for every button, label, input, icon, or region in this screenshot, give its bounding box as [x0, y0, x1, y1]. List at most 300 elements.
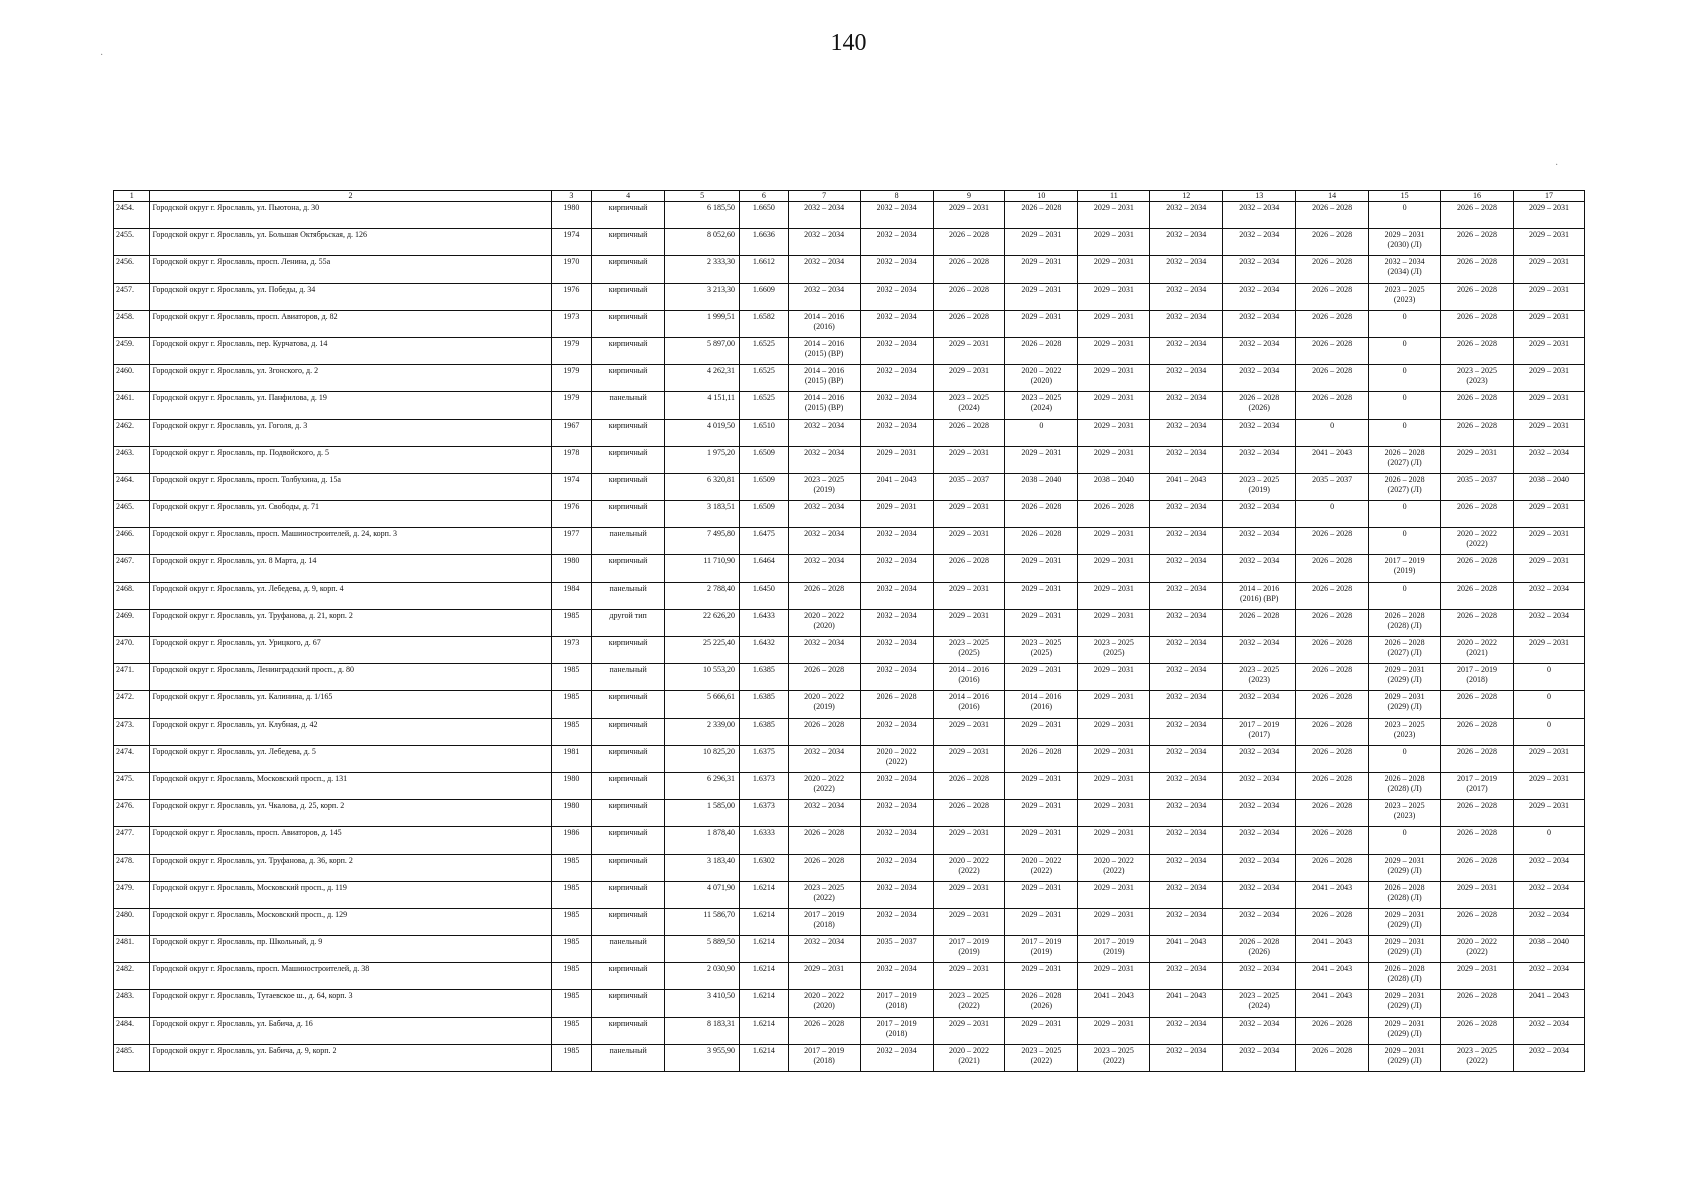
schedule-period-cell: 2032 – 2034: [1150, 392, 1223, 419]
coefficient-cell: 1.6525: [740, 337, 789, 364]
schedule-period-cell: 2026 – 2028: [1441, 501, 1514, 528]
coefficient-cell: 1.6450: [740, 582, 789, 609]
schedule-period-cell: 2038 – 2040: [1513, 473, 1584, 500]
row-number-cell: 2483.: [114, 990, 150, 1017]
schedule-period-cell: 2026 – 2028: [1296, 528, 1369, 555]
table-row: [114, 664, 1585, 691]
table-row: [114, 1044, 1585, 1071]
coefficient-cell: 1.6475: [740, 528, 789, 555]
cell-line: 2029 – 2031: [1384, 230, 1425, 240]
schedule-period-cell: 0: [1369, 827, 1441, 854]
coefficient-cell: 1.6214: [740, 881, 789, 908]
schedule-period-cell: 2029 – 2031: [1078, 229, 1150, 256]
cell-line: (2015) (ВР): [804, 376, 844, 386]
schedule-period-cell: [788, 392, 860, 419]
year-cell: 1985: [551, 1017, 592, 1044]
year-cell: 1985: [551, 691, 592, 718]
coefficient-cell: 1.6509: [740, 501, 789, 528]
coefficient-cell: 1.6214: [740, 990, 789, 1017]
schedule-period-cell: 2029 – 2031: [1005, 256, 1078, 283]
schedule-period-cell: [1369, 256, 1441, 283]
schedule-period-cell: 2029 – 2031: [1078, 528, 1150, 555]
area-cell: 3 183,51: [665, 501, 740, 528]
schedule-period-cell: 2026 – 2028: [1441, 202, 1514, 229]
schedule-period-cell: [1441, 664, 1514, 691]
schedule-period-cell: [1369, 664, 1441, 691]
schedule-period-cell: 2029 – 2031: [1513, 528, 1584, 555]
wall-material-cell: кирпичный: [592, 718, 665, 745]
schedule-period-cell: 2026 – 2028: [933, 772, 1005, 799]
schedule-period-cell: 2029 – 2031: [1078, 908, 1150, 935]
schedule-period-cell: 2029 – 2031: [1005, 908, 1078, 935]
cell-line: (2016): [958, 675, 980, 685]
address-cell: Городской округ г. Ярославль, просп. Авиаторов, д. 82: [150, 310, 551, 337]
cell-line: (2022): [1103, 865, 1125, 875]
cell-line: 2017 – 2019: [1457, 665, 1498, 675]
schedule-period-cell: 2032 – 2034: [1150, 664, 1223, 691]
wall-material-cell: кирпичный: [592, 637, 665, 664]
schedule-period-cell: 2026 – 2028: [1296, 555, 1369, 582]
address-cell: Городской округ г. Ярославль, Московский просп., д. 129: [150, 908, 551, 935]
schedule-period-cell: 2032 – 2034: [860, 337, 933, 364]
row-number-cell: 2480.: [114, 908, 150, 935]
address-cell: Городской округ г. Ярославль, ул. Калинина, д. 1/165: [150, 691, 551, 718]
cell-line: 2014 – 2016: [804, 338, 845, 348]
year-cell: 1980: [551, 202, 592, 229]
column-number-header: 9: [933, 191, 1005, 202]
coefficient-cell: 1.6214: [740, 963, 789, 990]
schedule-period-cell: [1441, 365, 1514, 392]
schedule-period-cell: 0: [1005, 419, 1078, 446]
address-cell: Городской округ г. Ярославль, ул. Победы, д. 34: [150, 283, 551, 310]
schedule-period-cell: 2032 – 2034: [1150, 528, 1223, 555]
wall-material-cell: кирпичный: [592, 310, 665, 337]
schedule-period-cell: 0: [1369, 501, 1441, 528]
schedule-period-cell: 2029 – 2031: [1513, 772, 1584, 799]
cell-line: (2019): [958, 947, 980, 957]
schedule-period-cell: 2029 – 2031: [933, 881, 1005, 908]
schedule-period-cell: [788, 609, 860, 636]
year-cell: 1980: [551, 555, 592, 582]
address-cell: Городской округ г. Ярославль, Московский просп., д. 131: [150, 772, 551, 799]
cell-line: (2024): [1248, 1001, 1270, 1011]
cell-line: 2023 – 2025: [1093, 1045, 1134, 1055]
cell-line: 2020 – 2022: [804, 991, 845, 1001]
wall-material-cell: панельный: [592, 1044, 665, 1071]
year-cell: 1976: [551, 283, 592, 310]
area-cell: 10 553,20: [665, 664, 740, 691]
row-number-cell: 2475.: [114, 772, 150, 799]
table-row: [114, 555, 1585, 582]
schedule-period-cell: 2029 – 2031: [860, 446, 933, 473]
schedule-period-cell: 2032 – 2034: [1223, 337, 1296, 364]
schedule-period-cell: 2041 – 2043: [1078, 990, 1150, 1017]
cell-line: (2023): [1466, 376, 1488, 386]
schedule-period-cell: 2032 – 2034: [788, 936, 860, 963]
cell-line: (2018): [813, 919, 835, 929]
area-cell: 11 586,70: [665, 908, 740, 935]
cell-line: (2028) (Л): [1387, 974, 1422, 984]
row-number-cell: 2481.: [114, 936, 150, 963]
column-number-header: 2: [150, 191, 551, 202]
cell-line: 2029 – 2031: [1384, 937, 1425, 947]
schedule-period-cell: 2032 – 2034: [1223, 229, 1296, 256]
row-number-cell: 2479.: [114, 881, 150, 908]
schedule-period-cell: 2032 – 2034: [860, 310, 933, 337]
schedule-period-cell: 2032 – 2034: [1150, 446, 1223, 473]
schedule-period-cell: 2032 – 2034: [1150, 501, 1223, 528]
wall-material-cell: кирпичный: [592, 446, 665, 473]
area-cell: 4 262,31: [665, 365, 740, 392]
schedule-period-cell: [933, 990, 1005, 1017]
schedule-period-cell: [1369, 854, 1441, 881]
schedule-period-cell: 2026 – 2028: [933, 283, 1005, 310]
cell-line: (2022): [813, 892, 835, 902]
row-number-cell: 2456.: [114, 256, 150, 283]
row-number-cell: 2482.: [114, 963, 150, 990]
schedule-period-cell: 2029 – 2031: [1078, 446, 1150, 473]
schedule-period-cell: [1223, 664, 1296, 691]
schedule-period-cell: [1369, 990, 1441, 1017]
schedule-period-cell: 2032 – 2034: [860, 800, 933, 827]
schedule-period-cell: 0: [1369, 365, 1441, 392]
schedule-period-cell: 2029 – 2031: [1513, 283, 1584, 310]
column-number-header: 14: [1296, 191, 1369, 202]
table-row: [114, 772, 1585, 799]
schedule-period-cell: 2032 – 2034: [1513, 582, 1584, 609]
cell-line: 2023 – 2025: [804, 882, 845, 892]
cell-line: (2028) (Л): [1387, 783, 1422, 793]
wall-material-cell: панельный: [592, 582, 665, 609]
table-row: [114, 1017, 1585, 1044]
wall-material-cell: кирпичный: [592, 881, 665, 908]
schedule-period-cell: 2029 – 2031: [1078, 419, 1150, 446]
schedule-period-cell: 2041 – 2043: [1150, 936, 1223, 963]
coefficient-cell: 1.6333: [740, 827, 789, 854]
cell-line: (2022): [1030, 865, 1053, 875]
cell-line: (2028) (Л): [1387, 892, 1422, 902]
schedule-period-cell: 2032 – 2034: [1150, 691, 1223, 718]
schedule-period-cell: 2026 – 2028: [1296, 202, 1369, 229]
year-cell: 1980: [551, 772, 592, 799]
table-row: [114, 446, 1585, 473]
schedule-period-cell: 0: [1513, 718, 1584, 745]
cell-line: (2022): [1466, 1055, 1488, 1065]
table-row: [114, 202, 1585, 229]
address-cell: Городской округ г. Ярославль, ул. Гоголя, д. 3: [150, 419, 551, 446]
schedule-period-cell: 2041 – 2043: [1296, 936, 1369, 963]
cell-line: 2023 – 2025: [1239, 665, 1280, 675]
schedule-period-cell: 2032 – 2034: [1150, 555, 1223, 582]
table-row: [114, 908, 1585, 935]
area-cell: 1 585,00: [665, 800, 740, 827]
cell-line: (2025): [1030, 648, 1053, 657]
schedule-period-cell: 2029 – 2031: [1005, 664, 1078, 691]
column-number-header: 1: [114, 191, 150, 202]
row-number-cell: 2471.: [114, 664, 150, 691]
schedule-period-cell: 2035 – 2037: [1441, 473, 1514, 500]
address-cell: Городской округ г. Ярославль, пр. Школьный, д. 9: [150, 936, 551, 963]
schedule-period-cell: 2029 – 2031: [1078, 202, 1150, 229]
schedule-period-cell: 2032 – 2034: [860, 772, 933, 799]
schedule-period-cell: 2029 – 2031: [933, 827, 1005, 854]
schedule-period-cell: 2032 – 2034: [860, 718, 933, 745]
year-cell: 1976: [551, 501, 592, 528]
schedule-period-cell: 2032 – 2034: [1223, 908, 1296, 935]
schedule-period-cell: 2029 – 2031: [933, 609, 1005, 636]
schedule-period-cell: 2029 – 2031: [788, 963, 860, 990]
schedule-period-cell: [1223, 936, 1296, 963]
schedule-period-cell: 2026 – 2028: [788, 718, 860, 745]
schedule-period-cell: 2032 – 2034: [860, 256, 933, 283]
cell-line: (2016): [1030, 702, 1053, 712]
schedule-period-cell: 2032 – 2034: [788, 528, 860, 555]
wall-material-cell: панельный: [592, 392, 665, 419]
address-cell: Городской округ г. Ярославль, просп. Авиаторов, д. 145: [150, 827, 551, 854]
schedule-period-cell: 2026 – 2028: [933, 800, 1005, 827]
column-number-header: 3: [551, 191, 592, 202]
address-cell: Городской округ г. Ярославль, ул. Клубная, д. 42: [150, 718, 551, 745]
cell-line: 2023 – 2025: [1093, 638, 1134, 647]
schedule-period-cell: 2026 – 2028: [1441, 229, 1514, 256]
schedule-period-cell: 2032 – 2034: [860, 582, 933, 609]
wall-material-cell: кирпичный: [592, 691, 665, 718]
cell-line: 2020 – 2022: [948, 1045, 989, 1055]
schedule-period-cell: 2032 – 2034: [788, 501, 860, 528]
table-row: [114, 419, 1585, 446]
schedule-period-cell: 2041 – 2043: [1150, 990, 1223, 1017]
wall-material-cell: кирпичный: [592, 202, 665, 229]
schedule-period-cell: 2029 – 2031: [1441, 446, 1514, 473]
schedule-period-cell: 2032 – 2034: [1150, 772, 1223, 799]
cell-line: 2017 – 2019: [1093, 937, 1134, 947]
address-cell: Городской округ г. Ярославль, ул. Свободы, д. 71: [150, 501, 551, 528]
year-cell: 1970: [551, 256, 592, 283]
address-cell: Городской округ г. Ярославль, Ленинградский просп., д. 80: [150, 664, 551, 691]
schedule-period-cell: [1078, 854, 1150, 881]
schedule-period-cell: 2041 – 2043: [1296, 446, 1369, 473]
schedule-period-cell: 2032 – 2034: [1150, 419, 1223, 446]
wall-material-cell: кирпичный: [592, 745, 665, 772]
area-cell: 3 183,40: [665, 854, 740, 881]
schedule-period-cell: 2032 – 2034: [860, 392, 933, 419]
schedule-period-cell: 2032 – 2034: [1223, 800, 1296, 827]
schedule-period-cell: [1223, 582, 1296, 609]
schedule-period-cell: 2026 – 2028: [788, 1017, 860, 1044]
schedule-period-cell: 2029 – 2031: [933, 337, 1005, 364]
schedule-period-cell: 2026 – 2028: [1441, 310, 1514, 337]
schedule-period-cell: 0: [1369, 310, 1441, 337]
cell-line: (2018): [813, 1055, 835, 1065]
schedule-period-cell: 2032 – 2034: [788, 229, 860, 256]
coefficient-cell: 1.6609: [740, 283, 789, 310]
schedule-period-cell: [1441, 528, 1514, 555]
schedule-period-cell: 2032 – 2034: [788, 419, 860, 446]
coefficient-cell: 1.6636: [740, 229, 789, 256]
schedule-period-cell: 2029 – 2031: [1005, 229, 1078, 256]
cell-line: (2025): [958, 648, 980, 657]
schedule-period-cell: 2029 – 2031: [1005, 800, 1078, 827]
schedule-period-cell: 2032 – 2034: [1150, 365, 1223, 392]
cell-line: (2029) (Л): [1387, 947, 1422, 957]
schedule-period-cell: 2029 – 2031: [1078, 664, 1150, 691]
cell-line: 2023 – 2025: [1457, 1045, 1498, 1055]
cell-line: 2026 – 2028: [1239, 937, 1280, 947]
cell-line: 2020 – 2022: [1093, 855, 1134, 865]
schedule-period-cell: 2029 – 2031: [1441, 881, 1514, 908]
schedule-period-cell: [1369, 963, 1441, 990]
cell-line: (2023): [1393, 729, 1416, 739]
address-cell: Городской округ г. Ярославль, ул. Лебедева, д. 9, корп. 4: [150, 582, 551, 609]
schedule-period-cell: [933, 392, 1005, 419]
schedule-period-cell: 2029 – 2031: [1513, 365, 1584, 392]
schedule-period-cell: [1441, 772, 1514, 799]
schedule-period-cell: 2032 – 2034: [860, 963, 933, 990]
schedule-period-cell: 2029 – 2031: [1078, 609, 1150, 636]
schedule-period-cell: 2032 – 2034: [1150, 202, 1223, 229]
schedule-period-cell: 2029 – 2031: [1078, 555, 1150, 582]
schedule-period-cell: [1005, 691, 1078, 718]
column-number-header: 4: [592, 191, 665, 202]
schedule-period-cell: 2032 – 2034: [860, 908, 933, 935]
schedule-period-cell: [933, 664, 1005, 691]
schedule-period-cell: 2029 – 2031: [1078, 365, 1150, 392]
cell-line: (2016): [958, 702, 980, 712]
schedule-period-cell: [1078, 1044, 1150, 1071]
row-number-cell: 2454.: [114, 202, 150, 229]
schedule-period-cell: 2026 – 2028: [1441, 691, 1514, 718]
schedule-period-cell: 2029 – 2031: [1513, 310, 1584, 337]
schedule-period-cell: 0: [1513, 664, 1584, 691]
table-body: [114, 202, 1585, 1072]
schedule-period-cell: 2032 – 2034: [1513, 1017, 1584, 1044]
schedule-period-cell: 2026 – 2028: [1296, 908, 1369, 935]
schedule-period-cell: 2026 – 2028: [1296, 1044, 1369, 1071]
coefficient-cell: 1.6385: [740, 691, 789, 718]
cell-line: (2017): [1248, 729, 1270, 739]
cell-line: 2017 – 2019: [1384, 556, 1425, 566]
year-cell: 1985: [551, 1044, 592, 1071]
area-cell: 1 975,20: [665, 446, 740, 473]
schedule-period-cell: [1223, 392, 1296, 419]
schedule-period-cell: 2029 – 2031: [1005, 963, 1078, 990]
wall-material-cell: кирпичный: [592, 800, 665, 827]
cell-line: (2034) (Л): [1387, 267, 1422, 277]
schedule-period-cell: [1005, 637, 1078, 664]
schedule-period-cell: 2029 – 2031: [1513, 202, 1584, 229]
schedule-period-cell: 2026 – 2028: [1441, 854, 1514, 881]
schedule-period-cell: [1005, 392, 1078, 419]
year-cell: 1973: [551, 310, 592, 337]
area-cell: 3 955,90: [665, 1044, 740, 1071]
schedule-period-cell: [788, 1044, 860, 1071]
schedule-period-cell: [788, 908, 860, 935]
schedule-period-cell: 2029 – 2031: [1078, 718, 1150, 745]
cell-line: 2014 – 2016: [804, 393, 845, 403]
schedule-period-cell: [1369, 881, 1441, 908]
year-cell: 1981: [551, 745, 592, 772]
schedule-period-cell: 2026 – 2028: [1223, 609, 1296, 636]
schedule-period-cell: 2032 – 2034: [1150, 908, 1223, 935]
schedule-period-cell: 2029 – 2031: [1513, 637, 1584, 664]
cell-line: (2016) (ВР): [1239, 593, 1279, 603]
schedule-period-cell: 2026 – 2028: [1005, 501, 1078, 528]
schedule-period-cell: 2029 – 2031: [933, 582, 1005, 609]
address-cell: Городской округ г. Ярославль, Тутаевское ш., д. 64, корп. 3: [150, 990, 551, 1017]
coefficient-cell: 1.6302: [740, 854, 789, 881]
address-cell: Городской округ г. Ярославль, Московский просп., д. 119: [150, 881, 551, 908]
schedule-period-cell: 2032 – 2034: [1223, 854, 1296, 881]
schedule-period-cell: 2032 – 2034: [788, 283, 860, 310]
schedule-period-cell: [1369, 555, 1441, 582]
column-number-header: 17: [1513, 191, 1584, 202]
column-number-header: 5: [665, 191, 740, 202]
schedule-period-cell: [860, 745, 933, 772]
schedule-period-cell: [1369, 936, 1441, 963]
schedule-period-cell: 0: [1296, 419, 1369, 446]
year-cell: 1979: [551, 392, 592, 419]
cell-line: 2029 – 2031: [1384, 1018, 1425, 1028]
cell-line: 2026 – 2028: [1384, 882, 1425, 892]
row-number-cell: 2470.: [114, 637, 150, 664]
schedule-period-cell: 2029 – 2031: [1005, 555, 1078, 582]
schedule-period-cell: 2026 – 2028: [1296, 827, 1369, 854]
schedule-period-cell: 2029 – 2031: [1005, 283, 1078, 310]
schedule-period-cell: 2026 – 2028: [1441, 990, 1514, 1017]
cell-line: 2029 – 2031: [1384, 692, 1425, 702]
cell-line: (2029) (Л): [1387, 919, 1422, 929]
cell-line: (2017): [1466, 783, 1488, 793]
address-cell: Городской округ г. Ярославль, просп. Ленина, д. 55а: [150, 256, 551, 283]
schedule-period-cell: 2032 – 2034: [1223, 419, 1296, 446]
cell-line: 2023 – 2025: [1239, 991, 1280, 1001]
row-number-cell: 2462.: [114, 419, 150, 446]
schedule-period-cell: 2032 – 2034: [1150, 229, 1223, 256]
schedule-period-cell: 2032 – 2034: [860, 283, 933, 310]
cell-line: (2020): [813, 1001, 835, 1011]
area-cell: 6 185,50: [665, 202, 740, 229]
schedule-period-cell: 2032 – 2034: [1150, 582, 1223, 609]
schedule-period-cell: [1369, 473, 1441, 500]
schedule-period-cell: [1005, 365, 1078, 392]
schedule-period-cell: 2032 – 2034: [788, 256, 860, 283]
row-number-cell: 2476.: [114, 800, 150, 827]
wall-material-cell: кирпичный: [592, 473, 665, 500]
cell-line: (2022): [1030, 1055, 1053, 1065]
schedule-period-cell: 2026 – 2028: [1441, 745, 1514, 772]
table-row: [114, 936, 1585, 963]
wall-material-cell: другой тип: [592, 609, 665, 636]
schedule-period-cell: 2026 – 2028: [1441, 256, 1514, 283]
schedule-period-cell: 2026 – 2028: [933, 555, 1005, 582]
schedule-period-cell: 2032 – 2034: [788, 202, 860, 229]
cell-line: (2022): [1466, 539, 1488, 549]
schedule-period-cell: [1369, 229, 1441, 256]
column-number-header: 12: [1150, 191, 1223, 202]
schedule-period-cell: [1369, 283, 1441, 310]
cell-line: 2020 – 2022: [1457, 529, 1498, 539]
schedule-period-cell: 2035 – 2037: [1296, 473, 1369, 500]
schedule-period-cell: [788, 772, 860, 799]
schedule-period-cell: [1369, 446, 1441, 473]
schedule-period-cell: 0: [1513, 691, 1584, 718]
cell-line: 2017 – 2019: [1021, 937, 1062, 947]
area-cell: 8 052,60: [665, 229, 740, 256]
schedule-period-cell: 2026 – 2028: [1441, 800, 1514, 827]
schedule-period-cell: 2032 – 2034: [1223, 963, 1296, 990]
schedule-period-cell: 2029 – 2031: [1078, 582, 1150, 609]
cell-line: 2014 – 2016: [1021, 692, 1062, 702]
